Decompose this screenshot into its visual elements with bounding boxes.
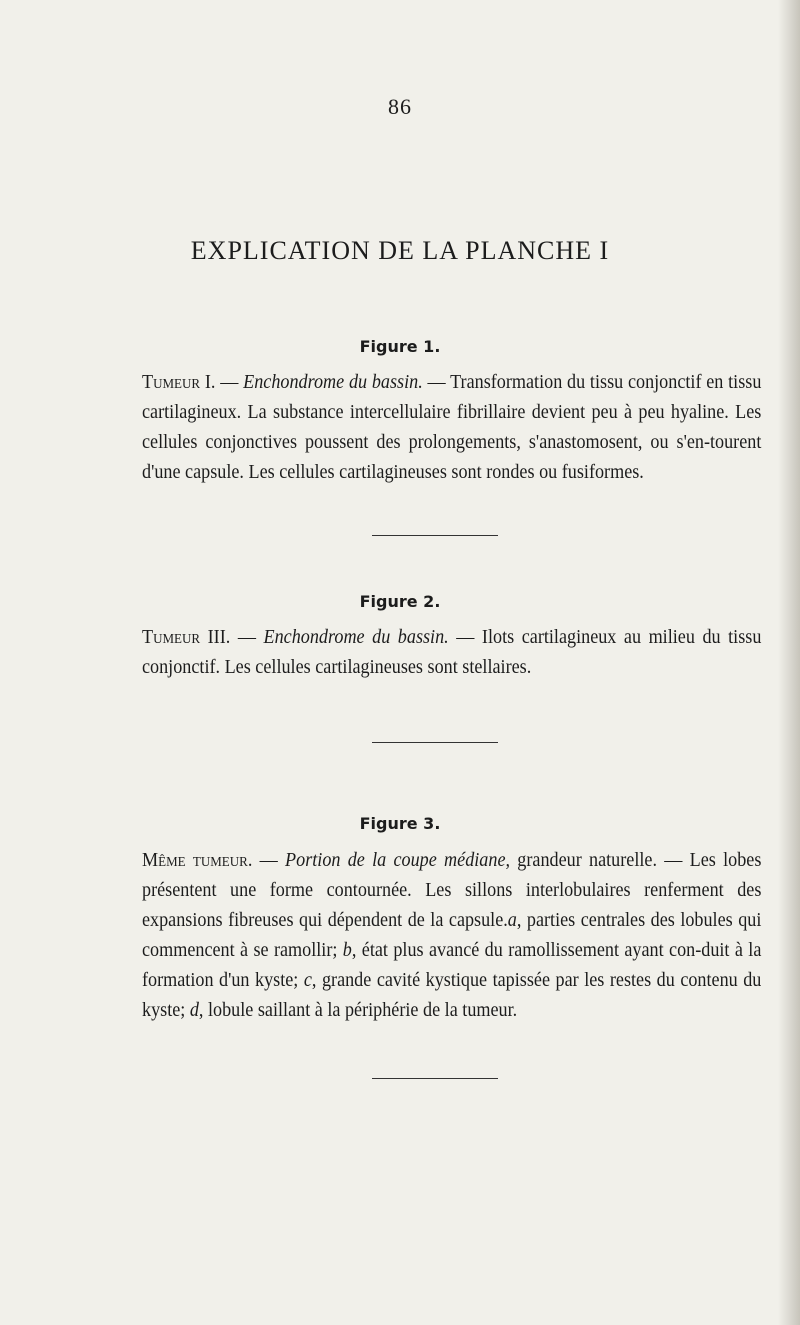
figure-3-item-letter: c [303, 970, 312, 991]
figure-2-subject: Enchondrome du bassin. [263, 627, 449, 648]
figure-1-caption [142, 368, 761, 488]
figure-3-item-text: , état plus avancé du ramollissement ayant con-duit à la formation d'un kyste; [142, 940, 762, 991]
figure-2-title: Figure 2. [359, 592, 441, 611]
figure-3-title: Figure 3. [359, 814, 441, 833]
section-divider [372, 742, 498, 743]
figure-1-body: — Transformation du tissu conjonctif en tissu cartilagineux. La substance intercellulaire fibrillaire devient peu à peu hyaline. Les cellules conjonctives poussent des prolongements, s'anastomosent, ou s'en-tourent d'une capsule. Les cellules cartilagineuses sont rondes ou fusiformes. [142, 372, 762, 483]
figure-3-dash: — [252, 850, 286, 871]
page-edge-shadow [778, 0, 800, 1325]
figure-2-dash: — [230, 627, 264, 648]
page-number: 86 [388, 94, 412, 119]
figure-2-body: — Ilots cartilagineux au milieu du tissu conjonctif. Les cellules cartilagineuses sont stellaires. [142, 627, 762, 678]
figure-3-item-letter: a [507, 910, 517, 931]
figure-3-item-text: , lobule saillant à la périphérie de la tumeur. [198, 1000, 518, 1021]
page-title: EXPLICATION DE LA PLANCHE I [190, 236, 610, 265]
section-divider [372, 1078, 498, 1079]
figure-3-item-letter: d [189, 1000, 199, 1021]
figure-1-title: Figure 1. [359, 337, 441, 356]
figure-3-item-letter: b [342, 940, 352, 961]
figure-3-lead: Même tumeur. [142, 850, 253, 871]
figure-3-body: grandeur naturelle. — Les lobes présentent une forme contournée. Les sillons interlobulaires renferment des expansions fibreuses qui dépendent de la capsule. [142, 850, 762, 931]
figure-1-subject: Enchondrome du bassin. [243, 372, 423, 393]
figure-2-lead: Tumeur III. [142, 627, 231, 648]
figure-3-caption [142, 846, 761, 1026]
figure-2-caption [142, 623, 761, 683]
section-divider [372, 535, 498, 536]
figure-1-lead: Tumeur I. [142, 372, 216, 393]
figure-3-item-text: , grande cavité kystique tapissée par les restes du contenu du kyste; [142, 970, 762, 1021]
figure-3-item-text: , parties centrales des lobules qui commencent à se ramollir; [142, 910, 762, 961]
figure-3-subject: Portion de la coupe médiane, [285, 850, 511, 871]
figure-1-dash: — [215, 372, 244, 393]
